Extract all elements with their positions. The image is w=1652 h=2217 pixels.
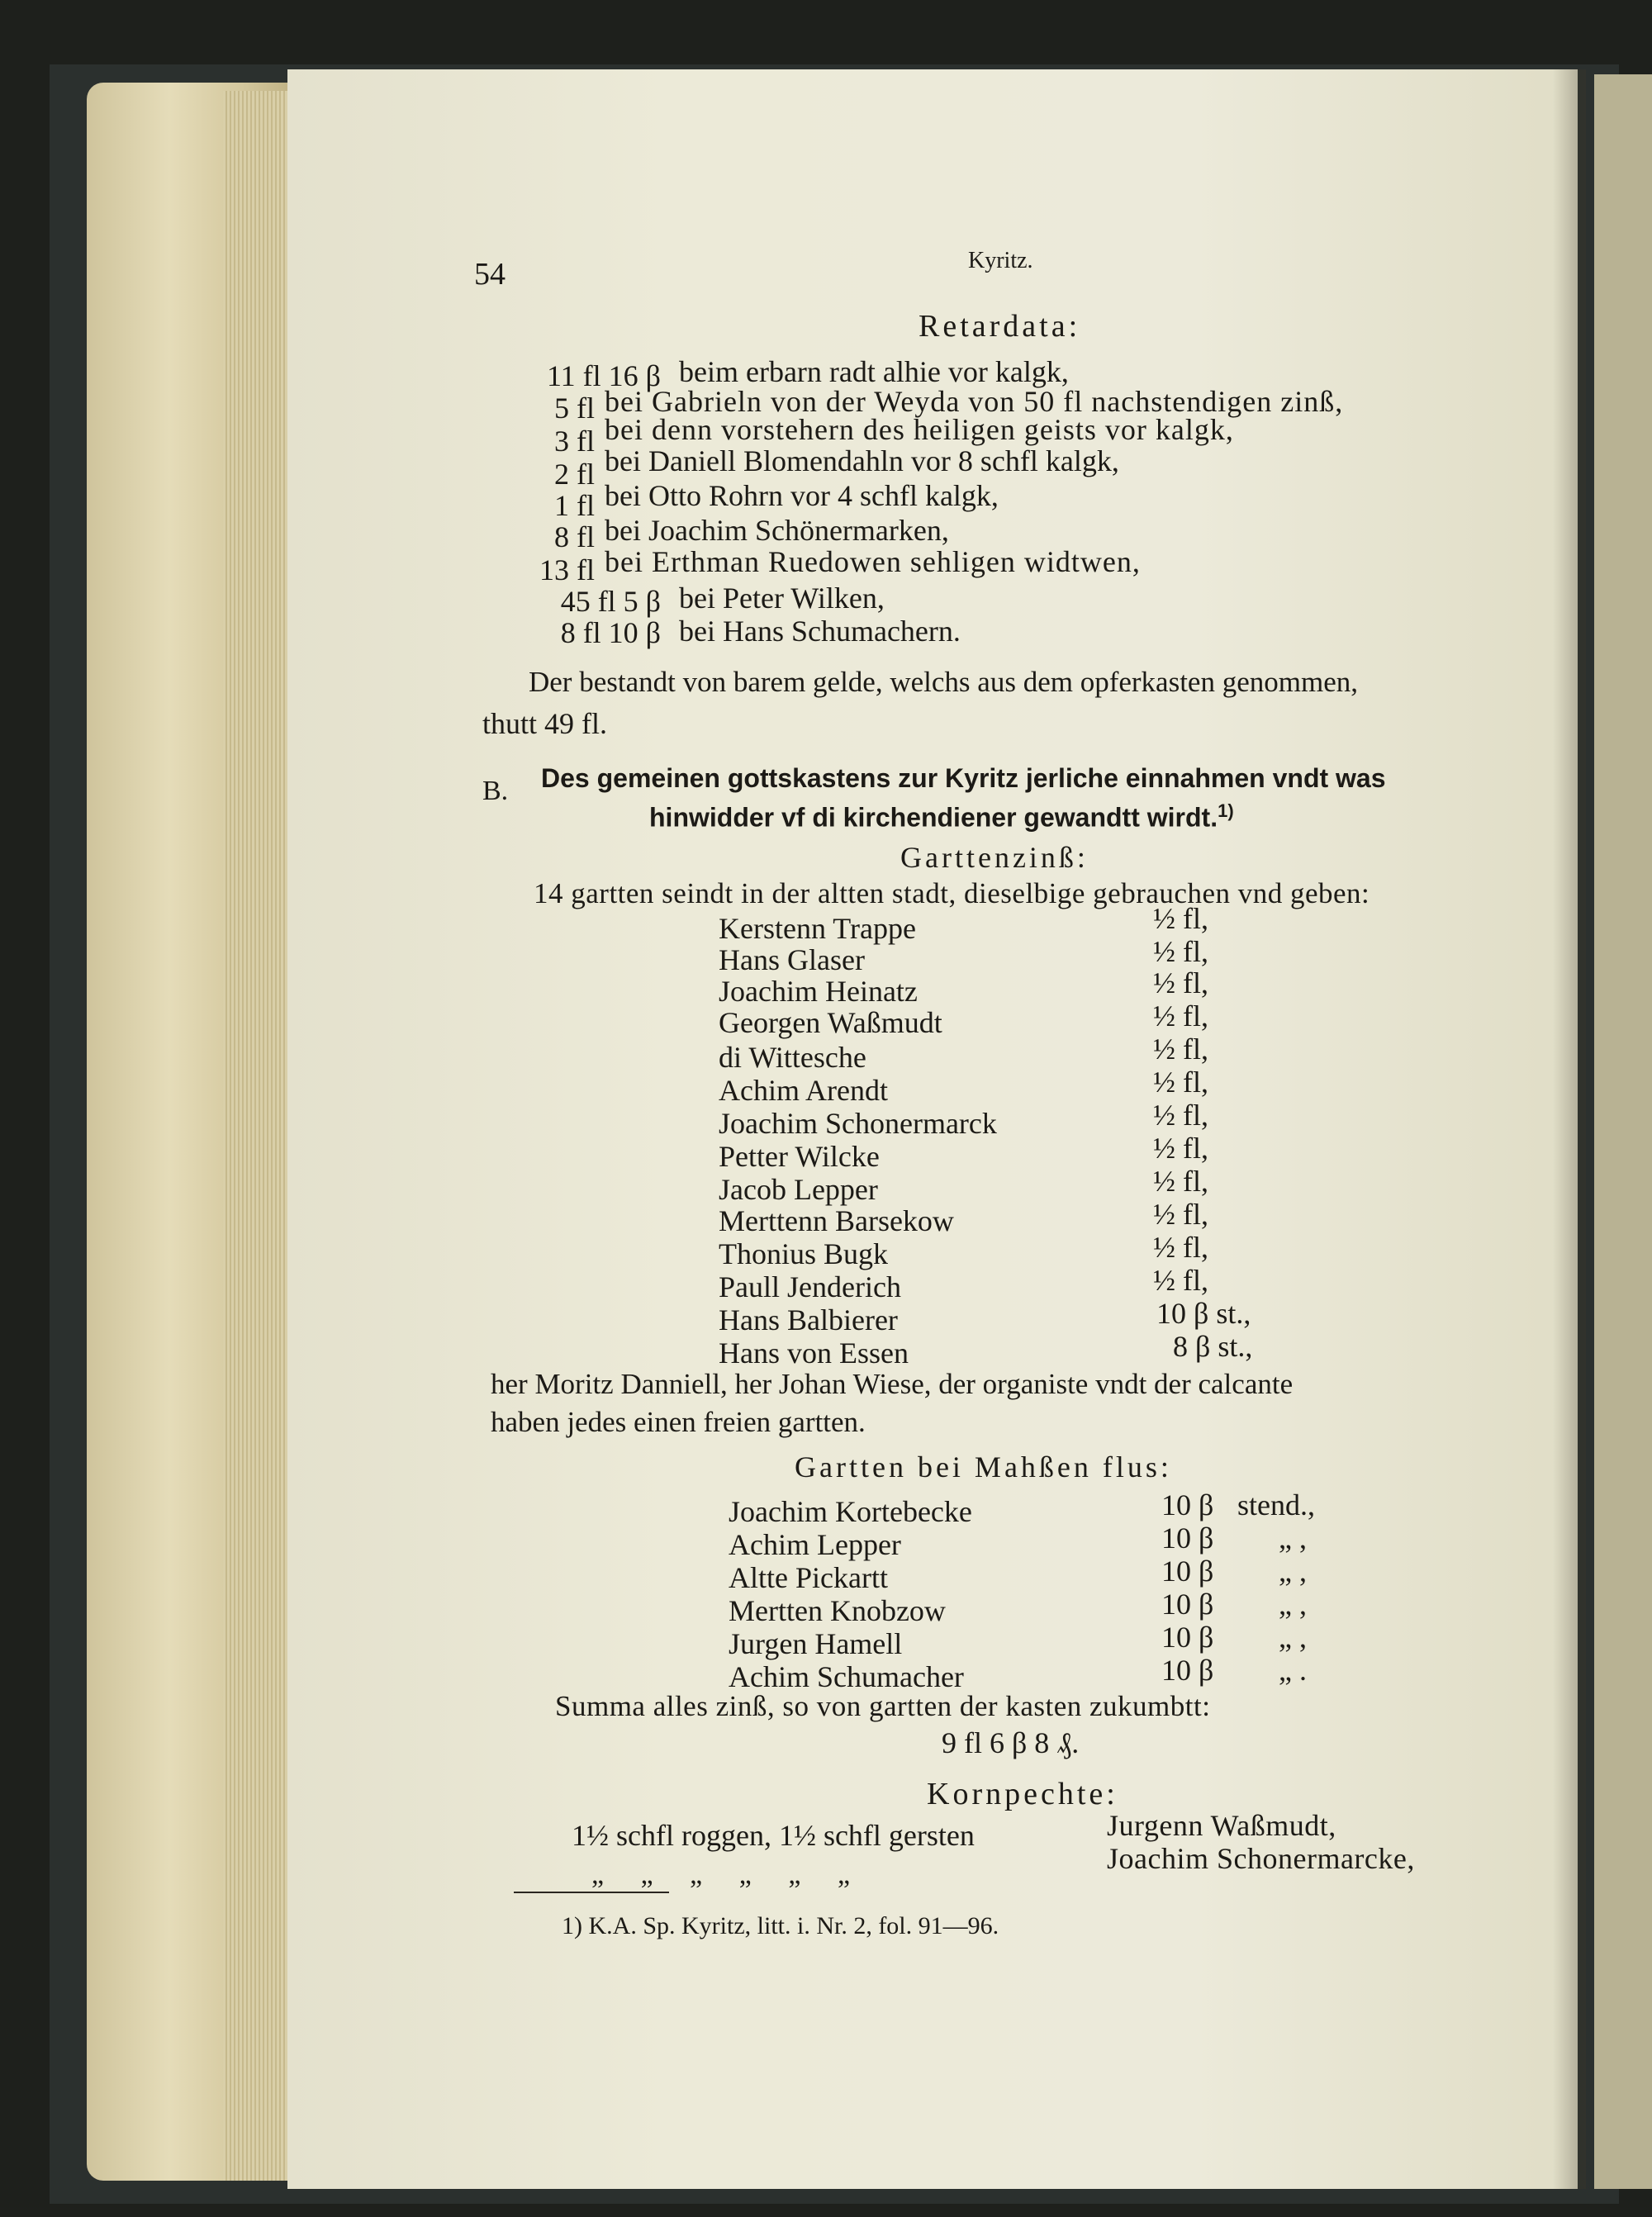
mahssen-tenant-note: „ , — [1279, 1621, 1307, 1654]
garttenzins-heading: Garttenzinß: — [900, 841, 1089, 874]
mahssen-tenant-note: „ , — [1279, 1522, 1307, 1555]
free-gardens-line-2: haben jedes einen freien gartten. — [491, 1406, 866, 1438]
retardata-text: bei Erthman Ruedowen sehligen widtwen, — [605, 545, 1141, 578]
mahssen-tenant-amount: 10 β — [1161, 1588, 1214, 1621]
mahssen-tenant-name: Joachim Kortebecke — [729, 1495, 972, 1528]
bestand-line-1: Der bestandt von barem gelde, welchs aus dem opferkasten genommen, — [529, 666, 1358, 698]
retardata-amount: 2 fl — [554, 458, 595, 491]
mahssen-tenant-amount: 10 β — [1161, 1555, 1214, 1588]
garden-tenant-amount: ½ fl, — [1153, 966, 1208, 999]
garden-tenant-amount: ½ fl, — [1153, 935, 1208, 968]
garden-tenant-name: Hans Glaser — [719, 943, 865, 976]
garden-tenant-amount: ½ fl, — [1153, 902, 1208, 935]
retardata-text: bei Gabrieln von der Weyda von 50 fl nachstendigen zinß, — [605, 385, 1344, 418]
mahssen-tenant-note: „ . — [1279, 1654, 1307, 1687]
next-page-edge — [1594, 74, 1652, 2189]
mahssen-heading: Gartten bei Mahßen flus: — [795, 1450, 1172, 1484]
retardata-text: bei Otto Rohrn vor 4 schfl kalgk, — [605, 479, 999, 512]
retardata-amount: 13 fl — [539, 553, 595, 586]
mahssen-tenant-name: Mertten Knobzow — [729, 1594, 946, 1627]
footnote-text: 1) K.A. Sp. Kyritz, litt. i. Nr. 2, fol. 91—96. — [562, 1912, 999, 1939]
garden-tenant-amount: ½ fl, — [1153, 1066, 1208, 1099]
summa-line: Summa alles zinß, so von gartten der kasten zukumbtt: — [555, 1690, 1211, 1722]
page-gutter-shadow — [1553, 69, 1586, 2189]
retardata-amount: 11 fl 16 β — [547, 359, 661, 392]
retardata-text: bei denn vorstehern des heiligen geists vor kalgk, — [605, 413, 1234, 446]
retardata-amount: 8 fl 10 β — [560, 616, 661, 649]
mahssen-tenant-note: stend., — [1237, 1488, 1315, 1522]
garden-tenant-name: Joachim Heinatz — [719, 975, 918, 1008]
mahssen-tenant-amount: 10 β — [1161, 1488, 1214, 1522]
mahssen-tenant-name: Jurgen Hamell — [729, 1627, 903, 1660]
mahssen-tenant-amount: 10 β — [1161, 1621, 1214, 1654]
running-head: Kyritz. — [968, 248, 1033, 273]
page-edge-lines — [223, 91, 297, 2181]
footnote-rule — [514, 1892, 669, 1893]
garden-tenant-amount: ½ fl, — [1153, 999, 1208, 1033]
garden-tenant-name: Achim Arendt — [719, 1074, 888, 1107]
garden-tenant-name: Thonius Bugk — [719, 1237, 889, 1270]
section-b-title-text: hinwidder vf di kirchendiener gewandtt wirdt. — [649, 802, 1218, 833]
retardata-text: bei Joachim Schönermarken, — [605, 514, 949, 547]
mahssen-tenant-name: Altte Pickartt — [729, 1561, 888, 1594]
garden-tenant-name: Hans Balbierer — [719, 1303, 898, 1336]
kornpechte-heading: Kornpechte: — [927, 1777, 1118, 1811]
retardata-amount: 45 fl 5 β — [560, 585, 661, 618]
garden-tenant-amount: ½ fl, — [1153, 1264, 1208, 1297]
garden-tenant-amount: ½ fl, — [1153, 1033, 1208, 1066]
garden-tenant-amount: 10 β st., — [1156, 1297, 1251, 1330]
summa-total: 9 fl 6 β 8 ₰. — [942, 1726, 1080, 1759]
kornpechte-line-2-name: Joachim Schonermarcke, — [1107, 1842, 1415, 1875]
retardata-amount: 3 fl — [554, 425, 595, 458]
retardata-amount: 1 fl — [554, 489, 595, 522]
garden-tenant-amount: ½ fl, — [1153, 1132, 1208, 1165]
garden-tenant-name: Kerstenn Trappe — [719, 912, 916, 945]
garden-tenant-name: di Wittesche — [719, 1041, 866, 1074]
kornpechte-line-2-left: „ „ „ „ „ „ — [591, 1859, 866, 1890]
garden-tenant-amount: ½ fl, — [1153, 1198, 1208, 1231]
garden-tenant-name: Georgen Waßmudt — [719, 1006, 942, 1039]
kornpechte-line-1-name: Jurgenn Waßmudt, — [1107, 1809, 1336, 1842]
section-b-label: B. — [482, 776, 509, 806]
garden-tenant-name: Paull Jenderich — [719, 1270, 901, 1303]
mahssen-tenant-note: „ , — [1279, 1588, 1307, 1621]
page-number: 54 — [474, 257, 506, 292]
mahssen-tenant-amount: 10 β — [1161, 1654, 1214, 1687]
kornpechte-line-1-left: 1½ schfl roggen, 1½ schfl gersten — [572, 1819, 975, 1852]
retardata-text: beim erbarn radt alhie vor kalgk, — [679, 355, 1069, 388]
garttenzins-intro: 14 gartten seindt in der altten stadt, dieselbige gebrauchen vnd geben: — [534, 877, 1370, 909]
bestand-line-2: thutt 49 fl. — [482, 707, 607, 740]
free-gardens-line-1: her Moritz Danniell, her Johan Wiese, der organiste vndt der calcante — [491, 1368, 1294, 1400]
garden-tenant-name: Petter Wilcke — [719, 1140, 880, 1173]
mahssen-tenant-name: Achim Lepper — [729, 1528, 901, 1561]
retardata-text: bei Hans Schumachern. — [679, 615, 961, 648]
retardata-text: bei Peter Wilken, — [679, 582, 885, 615]
mahssen-tenant-note: „ , — [1279, 1555, 1307, 1588]
retardata-text: bei Daniell Blomendahln vor 8 schfl kalgk, — [605, 444, 1119, 477]
mahssen-tenant-amount: 10 β — [1161, 1522, 1214, 1555]
garden-tenant-name: Joachim Schonermarck — [719, 1107, 997, 1140]
garden-tenant-amount: ½ fl, — [1153, 1099, 1208, 1132]
garden-tenant-name: Merttenn Barsekow — [719, 1204, 954, 1237]
retardata-amount: 5 fl — [554, 392, 595, 425]
garden-tenant-name: Hans von Essen — [719, 1336, 909, 1370]
section-b-title-line-1: Des gemeinen gottskastens zur Kyritz jerliche einnahmen vndt was — [541, 763, 1386, 793]
retardata-amount: 8 fl — [554, 520, 595, 553]
garden-tenant-amount: ½ fl, — [1153, 1165, 1208, 1198]
retardata-heading: Retardata: — [919, 309, 1081, 344]
footnote-ref: 1) — [1218, 800, 1234, 821]
mahssen-tenant-name: Achim Schumacher — [729, 1660, 964, 1693]
garden-tenant-amount: ½ fl, — [1153, 1231, 1208, 1264]
section-b-title-line-2 — [649, 795, 1234, 834]
garden-tenant-amount: 8 β st., — [1173, 1330, 1253, 1363]
garden-tenant-name: Jacob Lepper — [719, 1173, 878, 1206]
